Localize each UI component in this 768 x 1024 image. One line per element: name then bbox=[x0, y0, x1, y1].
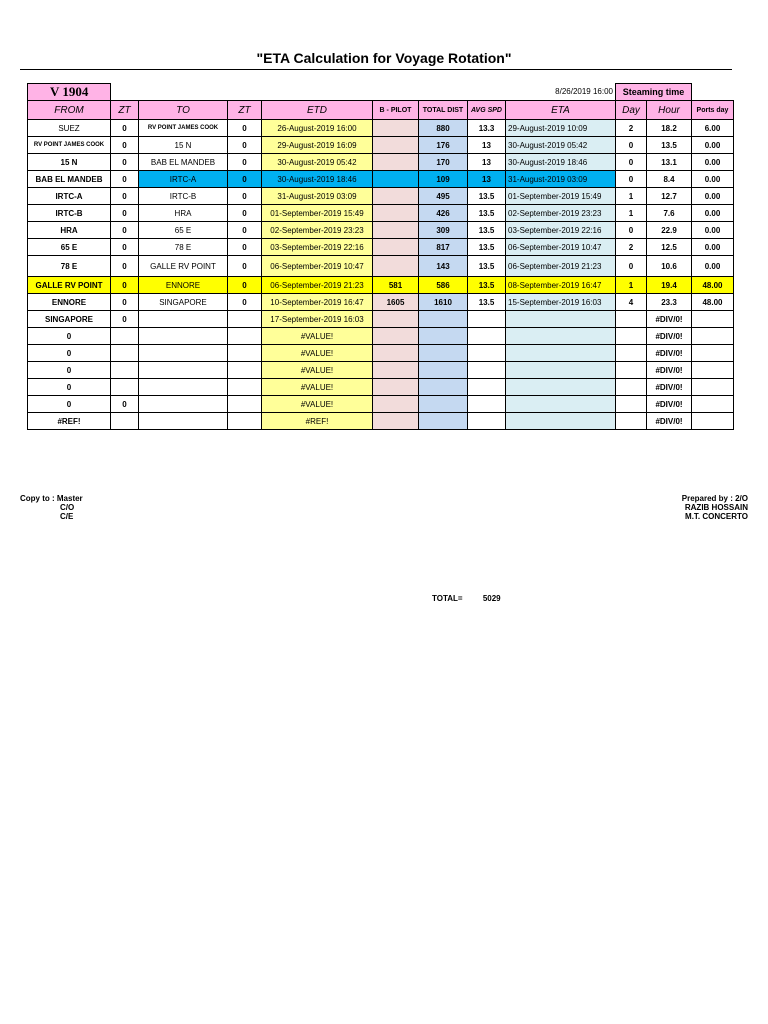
table-row bbox=[28, 222, 734, 239]
day-cell bbox=[616, 379, 647, 396]
hour-cell: 7.6 bbox=[647, 205, 692, 222]
etd-cell: 30-August-2019 05:42 bbox=[262, 154, 373, 171]
etd-cell: 01-September-2019 15:49 bbox=[262, 205, 373, 222]
ports-day-cell bbox=[692, 362, 734, 379]
eta-cell: 31-August-2019 03:09 bbox=[506, 171, 616, 188]
day-cell bbox=[616, 362, 647, 379]
from-cell: 0 bbox=[28, 328, 111, 345]
b-pilot-cell bbox=[373, 379, 419, 396]
day-cell: 0 bbox=[616, 256, 647, 277]
zt-cell: 0 bbox=[111, 396, 139, 413]
from-cell: ENNORE bbox=[28, 294, 111, 311]
zt-cell bbox=[228, 311, 262, 328]
day-cell bbox=[616, 413, 647, 430]
avg-spd-cell bbox=[468, 362, 506, 379]
to-cell bbox=[139, 362, 228, 379]
table-row bbox=[28, 379, 734, 396]
zt-cell bbox=[111, 328, 139, 345]
b-pilot-cell bbox=[373, 413, 419, 430]
day-cell: 1 bbox=[616, 205, 647, 222]
table-row bbox=[28, 362, 734, 379]
table-row bbox=[28, 413, 734, 430]
eta-cell: 30-August-2019 18:46 bbox=[506, 154, 616, 171]
to-cell: SINGAPORE bbox=[139, 294, 228, 311]
etd-cell: 06-September-2019 21:23 bbox=[262, 277, 373, 294]
zt-cell: 0 bbox=[228, 256, 262, 277]
ports-day-cell bbox=[692, 311, 734, 328]
avg-spd-cell: 13 bbox=[468, 137, 506, 154]
eta-cell: 03-September-2019 22:16 bbox=[506, 222, 616, 239]
hour-cell: #DIV/0! bbox=[647, 362, 692, 379]
b-pilot-cell bbox=[373, 205, 419, 222]
avg-spd-cell: 13.5 bbox=[468, 222, 506, 239]
zt-cell: 0 bbox=[228, 222, 262, 239]
hour-cell: 13.1 bbox=[647, 154, 692, 171]
title-underline bbox=[20, 69, 732, 70]
zt-cell bbox=[111, 413, 139, 430]
total-dist-cell bbox=[419, 311, 468, 328]
ports-day-cell: 0.00 bbox=[692, 154, 734, 171]
voyage-row bbox=[28, 84, 734, 101]
avg-spd-cell: 13.5 bbox=[468, 188, 506, 205]
table-row bbox=[28, 396, 734, 413]
to-cell bbox=[139, 311, 228, 328]
etd-cell: 26-August-2019 16:00 bbox=[262, 120, 373, 137]
hour-cell: 12.5 bbox=[647, 239, 692, 256]
eta-cell: 06-September-2019 10:47 bbox=[506, 239, 616, 256]
prepared-by-block bbox=[682, 494, 748, 521]
avg-spd-cell bbox=[468, 311, 506, 328]
etd-cell: 02-September-2019 23:23 bbox=[262, 222, 373, 239]
etd-cell: 30-August-2019 18:46 bbox=[262, 171, 373, 188]
total-dist-cell bbox=[419, 379, 468, 396]
zt-cell: 0 bbox=[111, 154, 139, 171]
zt-cell: 0 bbox=[111, 294, 139, 311]
total-value: 5029 bbox=[482, 594, 501, 603]
b-pilot-cell bbox=[373, 256, 419, 277]
avg-spd-cell bbox=[468, 328, 506, 345]
to-cell: BAB EL MANDEB bbox=[139, 154, 228, 171]
b-pilot-cell bbox=[373, 222, 419, 239]
from-cell: GALLE RV POINT bbox=[28, 277, 111, 294]
total-line bbox=[432, 594, 501, 603]
hour-cell: 22.9 bbox=[647, 222, 692, 239]
avg-spd-cell: 13 bbox=[468, 154, 506, 171]
total-dist-cell: 880 bbox=[419, 120, 468, 137]
b-pilot-cell bbox=[373, 188, 419, 205]
eta-cell: 30-August-2019 05:42 bbox=[506, 137, 616, 154]
zt-cell: 0 bbox=[111, 137, 139, 154]
header-ports-day: Ports day bbox=[692, 101, 734, 120]
header-zt: ZT bbox=[111, 101, 139, 120]
header-hour: Hour bbox=[647, 101, 692, 120]
avg-spd-cell: 13.5 bbox=[468, 256, 506, 277]
b-pilot-cell bbox=[373, 120, 419, 137]
ports-day-cell: 48.00 bbox=[692, 277, 734, 294]
b-pilot-cell bbox=[373, 328, 419, 345]
b-pilot-cell bbox=[373, 137, 419, 154]
avg-spd-cell bbox=[468, 379, 506, 396]
zt-cell: 0 bbox=[228, 137, 262, 154]
zt-cell bbox=[228, 413, 262, 430]
total-dist-cell: 495 bbox=[419, 188, 468, 205]
from-cell: IRTC-B bbox=[28, 205, 111, 222]
total-dist-cell bbox=[419, 362, 468, 379]
eta-cell: 01-September-2019 15:49 bbox=[506, 188, 616, 205]
eta-cell: 02-September-2019 23:23 bbox=[506, 205, 616, 222]
header-row bbox=[28, 101, 734, 120]
date-time: 8/26/2019 16:00 bbox=[506, 84, 616, 101]
from-cell: HRA bbox=[28, 222, 111, 239]
zt-cell: 0 bbox=[228, 294, 262, 311]
from-cell: SINGAPORE bbox=[28, 311, 111, 328]
zt-cell: 0 bbox=[228, 188, 262, 205]
day-cell: 0 bbox=[616, 154, 647, 171]
day-cell bbox=[616, 396, 647, 413]
zt-cell: 0 bbox=[111, 256, 139, 277]
table-row bbox=[28, 239, 734, 256]
day-cell: 1 bbox=[616, 277, 647, 294]
etd-cell: 06-September-2019 10:47 bbox=[262, 256, 373, 277]
b-pilot-cell bbox=[373, 362, 419, 379]
avg-spd-cell: 13.5 bbox=[468, 239, 506, 256]
copy-to-block bbox=[20, 494, 83, 521]
hour-cell: #DIV/0! bbox=[647, 379, 692, 396]
ports-day-cell bbox=[692, 328, 734, 345]
zt-cell: 0 bbox=[228, 120, 262, 137]
table-row bbox=[28, 154, 734, 171]
day-cell: 0 bbox=[616, 137, 647, 154]
zt-cell bbox=[111, 379, 139, 396]
to-cell bbox=[139, 396, 228, 413]
day-cell bbox=[616, 311, 647, 328]
etd-cell: 17-September-2019 16:03 bbox=[262, 311, 373, 328]
etd-cell: #VALUE! bbox=[262, 328, 373, 345]
day-cell bbox=[616, 328, 647, 345]
to-cell: 78 E bbox=[139, 239, 228, 256]
header-b-pilot: B - PILOT bbox=[373, 101, 419, 120]
eta-cell bbox=[506, 311, 616, 328]
avg-spd-cell: 13 bbox=[468, 171, 506, 188]
day-cell: 0 bbox=[616, 171, 647, 188]
eta-cell: 15-September-2019 16:03 bbox=[506, 294, 616, 311]
day-cell: 2 bbox=[616, 120, 647, 137]
avg-spd-cell bbox=[468, 396, 506, 413]
ports-day-cell: 0.00 bbox=[692, 188, 734, 205]
etd-cell: #VALUE! bbox=[262, 362, 373, 379]
avg-spd-cell bbox=[468, 345, 506, 362]
zt-cell bbox=[228, 362, 262, 379]
zt-cell bbox=[228, 328, 262, 345]
day-cell: 0 bbox=[616, 222, 647, 239]
to-cell: GALLE RV POINT bbox=[139, 256, 228, 277]
eta-cell bbox=[506, 413, 616, 430]
eta-cell bbox=[506, 345, 616, 362]
table-row bbox=[28, 277, 734, 294]
hour-cell: #DIV/0! bbox=[647, 311, 692, 328]
zt-cell: 0 bbox=[228, 239, 262, 256]
table-row bbox=[28, 120, 734, 137]
b-pilot-cell bbox=[373, 171, 419, 188]
ports-day-cell: 0.00 bbox=[692, 222, 734, 239]
to-cell: 15 N bbox=[139, 137, 228, 154]
to-cell: RV POINT JAMES COOK bbox=[139, 120, 228, 137]
avg-spd-cell: 13.3 bbox=[468, 120, 506, 137]
sheet-title: "ETA Calculation for Voyage Rotation" bbox=[256, 50, 512, 66]
hour-cell: 8.4 bbox=[647, 171, 692, 188]
table-body bbox=[28, 120, 734, 430]
zt-cell: 0 bbox=[111, 222, 139, 239]
to-cell: HRA bbox=[139, 205, 228, 222]
total-dist-cell: 586 bbox=[419, 277, 468, 294]
hour-cell: 13.5 bbox=[647, 137, 692, 154]
table-row bbox=[28, 137, 734, 154]
total-dist-cell bbox=[419, 396, 468, 413]
from-cell: #REF! bbox=[28, 413, 111, 430]
zt-cell: 0 bbox=[228, 154, 262, 171]
b-pilot-cell bbox=[373, 154, 419, 171]
avg-spd-cell bbox=[468, 413, 506, 430]
to-cell: IRTC-B bbox=[139, 188, 228, 205]
from-cell: SUEZ bbox=[28, 120, 111, 137]
to-cell bbox=[139, 328, 228, 345]
day-cell bbox=[616, 345, 647, 362]
zt-cell: 0 bbox=[228, 171, 262, 188]
zt-cell: 0 bbox=[228, 277, 262, 294]
copy-to-co: C/O bbox=[60, 503, 75, 512]
from-cell: IRTC-A bbox=[28, 188, 111, 205]
voyage-number: V 1904 bbox=[28, 84, 111, 101]
hour-cell: #DIV/0! bbox=[647, 413, 692, 430]
b-pilot-cell bbox=[373, 396, 419, 413]
header-eta: ETA bbox=[506, 101, 616, 120]
total-dist-cell: 109 bbox=[419, 171, 468, 188]
from-cell: 65 E bbox=[28, 239, 111, 256]
b-pilot-cell bbox=[373, 345, 419, 362]
ports-day-cell: 0.00 bbox=[692, 256, 734, 277]
total-dist-cell: 176 bbox=[419, 137, 468, 154]
table-row bbox=[28, 294, 734, 311]
from-cell: 0 bbox=[28, 362, 111, 379]
header-to: TO bbox=[139, 101, 228, 120]
total-dist-cell: 143 bbox=[419, 256, 468, 277]
to-cell: ENNORE bbox=[139, 277, 228, 294]
copy-to-master: Copy to : Master bbox=[20, 494, 83, 503]
etd-cell: #VALUE! bbox=[262, 396, 373, 413]
eta-cell bbox=[506, 396, 616, 413]
to-cell bbox=[139, 413, 228, 430]
b-pilot-cell: 1605 bbox=[373, 294, 419, 311]
from-cell: BAB EL MANDEB bbox=[28, 171, 111, 188]
hour-cell: 10.6 bbox=[647, 256, 692, 277]
day-cell: 2 bbox=[616, 239, 647, 256]
ports-day-cell: 0.00 bbox=[692, 171, 734, 188]
etd-cell: 29-August-2019 16:09 bbox=[262, 137, 373, 154]
zt-cell bbox=[228, 379, 262, 396]
prepared-by: Prepared by : 2/O bbox=[681, 494, 748, 503]
ports-day-cell: 0.00 bbox=[692, 137, 734, 154]
vessel-name: M.T. CONCERTO bbox=[685, 512, 748, 521]
table-row bbox=[28, 311, 734, 328]
etd-cell: 10-September-2019 16:47 bbox=[262, 294, 373, 311]
zt-cell: 0 bbox=[111, 277, 139, 294]
total-dist-cell bbox=[419, 328, 468, 345]
zt-cell: 0 bbox=[111, 120, 139, 137]
ports-day-cell: 6.00 bbox=[692, 120, 734, 137]
zt-cell bbox=[228, 396, 262, 413]
table-row bbox=[28, 345, 734, 362]
header-etd: ETD bbox=[262, 101, 373, 120]
table-row bbox=[28, 328, 734, 345]
to-cell: 65 E bbox=[139, 222, 228, 239]
eta-cell bbox=[506, 362, 616, 379]
hour-cell: #DIV/0! bbox=[647, 396, 692, 413]
header-from: FROM bbox=[28, 101, 111, 120]
b-pilot-cell bbox=[373, 239, 419, 256]
table-row bbox=[28, 188, 734, 205]
steaming-time-label: Steaming time bbox=[616, 84, 692, 101]
from-cell: RV POINT JAMES COOK bbox=[28, 137, 111, 154]
preparer-name: RAZIB HOSSAIN bbox=[684, 503, 748, 512]
hour-cell: 19.4 bbox=[647, 277, 692, 294]
eta-table bbox=[27, 83, 734, 430]
table-row bbox=[28, 256, 734, 277]
zt-cell: 0 bbox=[111, 188, 139, 205]
from-cell: 15 N bbox=[28, 154, 111, 171]
hour-cell: 12.7 bbox=[647, 188, 692, 205]
table-row bbox=[28, 205, 734, 222]
total-dist-cell: 170 bbox=[419, 154, 468, 171]
total-label: TOTAL= bbox=[432, 594, 463, 603]
header-day: Day bbox=[616, 101, 647, 120]
from-cell: 0 bbox=[28, 396, 111, 413]
zt-cell: 0 bbox=[111, 171, 139, 188]
eta-cell: 08-September-2019 16:47 bbox=[506, 277, 616, 294]
avg-spd-cell: 13.5 bbox=[468, 294, 506, 311]
eta-cell: 29-August-2019 10:09 bbox=[506, 120, 616, 137]
hour-cell: 23.3 bbox=[647, 294, 692, 311]
total-dist-cell bbox=[419, 413, 468, 430]
eta-cell bbox=[506, 328, 616, 345]
zt-cell bbox=[111, 345, 139, 362]
etd-cell: #REF! bbox=[262, 413, 373, 430]
eta-cell bbox=[506, 379, 616, 396]
zt-cell: 0 bbox=[111, 311, 139, 328]
zt-cell: 0 bbox=[228, 205, 262, 222]
to-cell: IRTC-A bbox=[139, 171, 228, 188]
header-avg-spd: AVG SPD bbox=[468, 101, 506, 120]
ports-day-cell bbox=[692, 345, 734, 362]
ports-day-cell: 0.00 bbox=[692, 205, 734, 222]
zt-cell: 0 bbox=[111, 205, 139, 222]
ports-day-cell bbox=[692, 413, 734, 430]
zt-cell bbox=[228, 345, 262, 362]
etd-cell: #VALUE! bbox=[262, 379, 373, 396]
ports-day-cell: 0.00 bbox=[692, 239, 734, 256]
ports-day-cell bbox=[692, 379, 734, 396]
etd-cell: 31-August-2019 03:09 bbox=[262, 188, 373, 205]
table-row bbox=[28, 171, 734, 188]
hour-cell: 18.2 bbox=[647, 120, 692, 137]
etd-cell: 03-September-2019 22:16 bbox=[262, 239, 373, 256]
copy-to-ce: C/E bbox=[60, 512, 74, 521]
header-total-dist: TOTAL DIST bbox=[419, 101, 468, 120]
day-cell: 1 bbox=[616, 188, 647, 205]
total-dist-cell: 817 bbox=[419, 239, 468, 256]
header-zt: ZT bbox=[228, 101, 262, 120]
hour-cell: #DIV/0! bbox=[647, 345, 692, 362]
total-dist-cell: 426 bbox=[419, 205, 468, 222]
ports-day-cell bbox=[692, 396, 734, 413]
eta-cell: 06-September-2019 21:23 bbox=[506, 256, 616, 277]
total-dist-cell: 1610 bbox=[419, 294, 468, 311]
hour-cell: #DIV/0! bbox=[647, 328, 692, 345]
b-pilot-cell bbox=[373, 311, 419, 328]
from-cell: 0 bbox=[28, 345, 111, 362]
total-dist-cell bbox=[419, 345, 468, 362]
to-cell bbox=[139, 345, 228, 362]
from-cell: 78 E bbox=[28, 256, 111, 277]
b-pilot-cell: 581 bbox=[373, 277, 419, 294]
to-cell bbox=[139, 379, 228, 396]
zt-cell: 0 bbox=[111, 239, 139, 256]
avg-spd-cell: 13.5 bbox=[468, 205, 506, 222]
from-cell: 0 bbox=[28, 379, 111, 396]
etd-cell: #VALUE! bbox=[262, 345, 373, 362]
total-dist-cell: 309 bbox=[419, 222, 468, 239]
zt-cell bbox=[111, 362, 139, 379]
avg-spd-cell: 13.5 bbox=[468, 277, 506, 294]
day-cell: 4 bbox=[616, 294, 647, 311]
ports-day-cell: 48.00 bbox=[692, 294, 734, 311]
